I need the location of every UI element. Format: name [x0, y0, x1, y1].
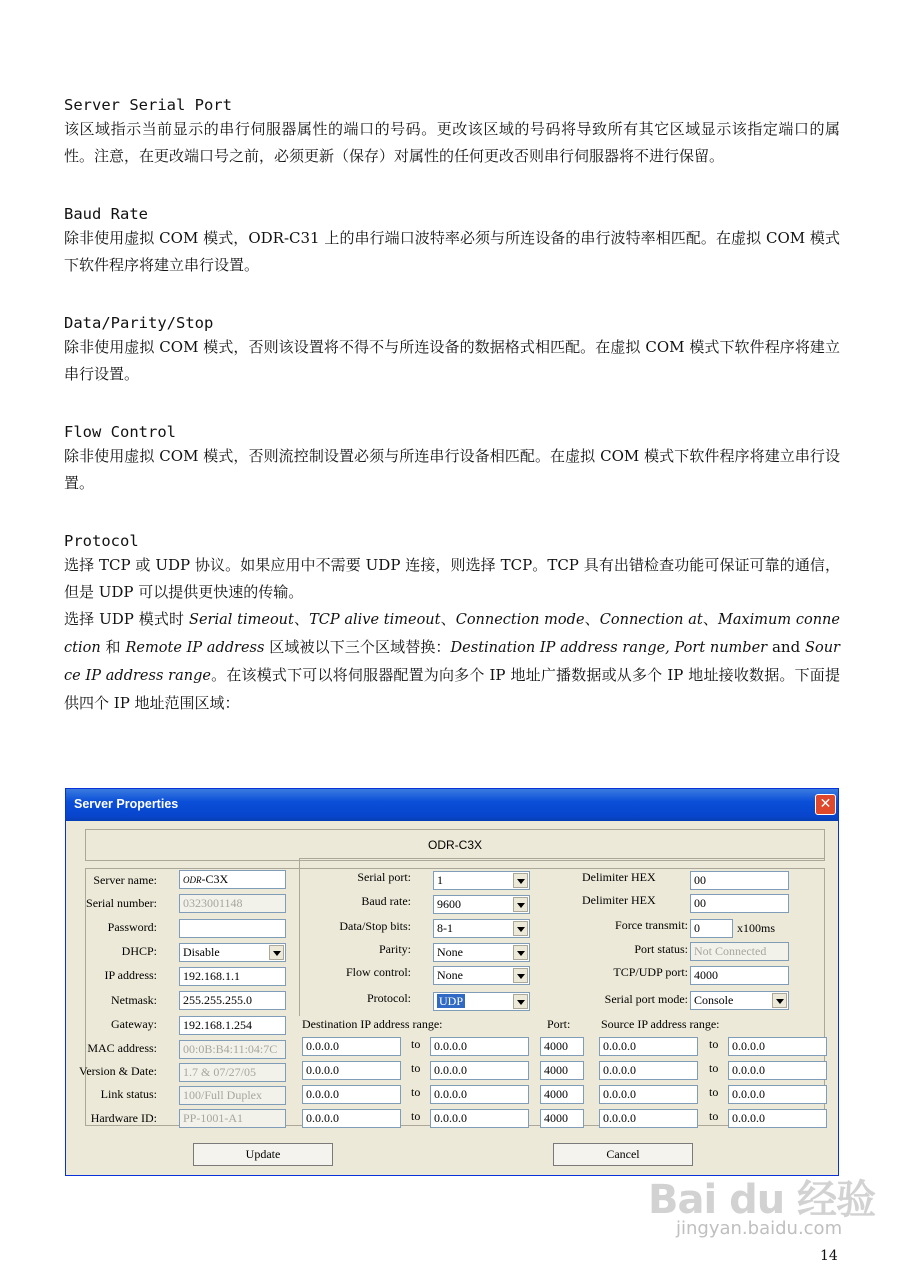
dhcp-value: Disable — [183, 945, 220, 959]
dhcp-select[interactable] — [179, 943, 286, 962]
password-input[interactable] — [179, 919, 286, 938]
document-body — [64, 90, 840, 717]
chevron-down-icon[interactable] — [269, 945, 284, 960]
netmask-label: Netmask: — [111, 993, 157, 1007]
baidu-watermark: Bai du 经验 — [648, 1177, 876, 1223]
to-label: to — [709, 1037, 719, 1051]
serial-port-label: Serial port: — [357, 870, 411, 884]
tcp-udp-port-input[interactable]: 4000 — [690, 966, 789, 985]
term-connection-mode: Connection mode — [455, 612, 585, 628]
to-label: to — [411, 1085, 421, 1099]
dialog-title: Server Properties — [74, 797, 179, 811]
heading-flow-control: Flow Control — [64, 423, 176, 441]
src-from-input[interactable]: 0.0.0.0 — [599, 1061, 698, 1080]
protocol-label: Protocol: — [367, 991, 411, 1005]
parity-value: None — [437, 945, 463, 959]
delimiter-hex-1-input[interactable]: 00 — [690, 871, 789, 890]
text-run: 、 — [584, 610, 600, 628]
delimiter-hex-2-label: Delimiter HEX — [582, 893, 656, 907]
port-input[interactable]: 4000 — [540, 1109, 584, 1128]
src-to-input[interactable]: 0.0.0.0 — [728, 1037, 827, 1056]
term-tcp-alive-timeout: TCP alive timeout — [309, 612, 441, 628]
serial-settings-group — [299, 858, 825, 1016]
server-name-suffix: -C3X — [201, 872, 229, 886]
src-from-input[interactable]: 0.0.0.0 — [599, 1109, 698, 1128]
server-properties-dialog — [65, 788, 839, 1176]
serial-number-field: 0323001148 — [179, 894, 286, 913]
dhcp-label: DHCP: — [121, 944, 157, 958]
text-run: 和 — [100, 638, 126, 656]
port-input[interactable]: 4000 — [540, 1085, 584, 1104]
gateway-label: Gateway: — [111, 1017, 157, 1031]
gateway-input[interactable]: 192.168.1.254 — [179, 1016, 286, 1035]
serial-port-mode-label: Serial port mode: — [604, 992, 688, 1006]
para-data-parity-stop: 除非使用虚拟 COM 模式，否则该设置将不得不与所连设备的数据格式相匹配。在虚拟 COM 模式下软件程序将建立串行设置。 — [64, 338, 840, 383]
hardware-id-field: PP-1001-A1 — [179, 1109, 286, 1128]
mac-address-field: 00:0B:B4:11:04:7C — [179, 1040, 286, 1059]
protocol-value: UDP — [439, 994, 464, 1008]
page-number: 14 — [820, 1248, 838, 1264]
cancel-button[interactable]: Cancel — [553, 1143, 693, 1166]
para-protocol-1: 选择 TCP 或 UDP 协议。如果应用中不需要 UDP 连接，则选择 TCP。TCP 具有出错检查功能可保证可靠的通信，但是 UDP 可以提供更快速的传输。 — [64, 556, 840, 601]
force-transmit-unit: x100ms — [737, 921, 776, 935]
src-from-input[interactable]: 0.0.0.0 — [599, 1037, 698, 1056]
force-transmit-input[interactable]: 0 — [690, 919, 733, 938]
delimiter-hex-2-input[interactable]: 00 — [690, 894, 789, 913]
to-label: to — [709, 1109, 719, 1123]
text-run: and — [767, 638, 806, 656]
para-protocol-2 — [64, 606, 840, 717]
src-to-input[interactable]: 0.0.0.0 — [728, 1061, 827, 1080]
server-name-header-box — [85, 829, 825, 861]
para-baud-rate: 除非使用虚拟 COM 模式，ODR-C31 上的串行端口波特率必须与所连设备的串行波特率相匹配。在虚拟 COM 模式下软件程序将建立串行设置。 — [64, 229, 840, 274]
mac-address-label: MAC address: — [87, 1041, 157, 1055]
dest-from-input[interactable]: 0.0.0.0 — [302, 1085, 401, 1104]
dialog-title-bar[interactable] — [66, 789, 838, 821]
password-label: Password: — [107, 920, 157, 934]
link-status-field: 100/Full Duplex — [179, 1086, 286, 1105]
ip-address-input[interactable]: 192.168.1.1 — [179, 967, 286, 986]
dest-to-input[interactable]: 0.0.0.0 — [430, 1109, 529, 1128]
to-label: to — [411, 1061, 421, 1075]
hardware-id-label: Hardware ID: — [90, 1111, 157, 1125]
serial-port-value: 1 — [437, 873, 443, 887]
term-destination-ip-range-port-number: Destination IP address range, Port number — [450, 640, 768, 656]
serial-port-mode-value: Console — [694, 993, 734, 1007]
para-server-serial-port: 该区域指示当前显示的串行伺服器属性的端口的号码。更改该区域的号码将导致所有其它区域显示该指定端口的属性。注意，在更改端口号之前，必须更新（保存）对属性的任何更改否则串行伺服器将不进行保留。 — [64, 120, 840, 165]
update-button[interactable]: Update — [193, 1143, 333, 1166]
text-run: 。在该模式下可以将伺服器配置为向多个 IP 地址广播数据或从多个 IP 地址接收数据。下面提供四个 IP 地址范围区域： — [64, 666, 840, 712]
parity-label: Parity: — [379, 942, 411, 956]
src-from-input[interactable]: 0.0.0.0 — [599, 1085, 698, 1104]
data-stop-bits-label: Data/Stop bits: — [339, 919, 411, 933]
to-label: to — [411, 1037, 421, 1051]
dest-to-input[interactable]: 0.0.0.0 — [430, 1061, 529, 1080]
port-input[interactable]: 4000 — [540, 1037, 584, 1056]
para-flow-control: 除非使用虚拟 COM 模式，否则流控制设置必须与所连串行设备相匹配。在虚拟 COM 模式下软件程序将建立串行设置。 — [64, 447, 840, 492]
dest-from-input[interactable]: 0.0.0.0 — [302, 1037, 401, 1056]
dest-to-input[interactable]: 0.0.0.0 — [430, 1085, 529, 1104]
version-date-label: Version & Date: — [79, 1064, 157, 1078]
dest-from-input[interactable]: 0.0.0.0 — [302, 1109, 401, 1128]
server-name-label: Server name: — [93, 873, 157, 887]
tcp-udp-port-label: TCP/UDP port: — [613, 965, 688, 979]
term-maximum-connection: Maximum connection — [64, 612, 840, 656]
close-button[interactable] — [815, 794, 836, 815]
netmask-input[interactable]: 255.255.255.0 — [179, 991, 286, 1010]
text-run: 区域被以下三个区域替换： — [264, 638, 451, 656]
text-run: 选择 UDP 模式时 — [64, 610, 190, 628]
flow-control-value: None — [437, 968, 463, 982]
port-input[interactable]: 4000 — [540, 1061, 584, 1080]
src-to-input[interactable]: 0.0.0.0 — [728, 1085, 827, 1104]
heading-data-parity-stop: Data/Parity/Stop — [64, 314, 214, 332]
link-status-label: Link status: — [100, 1087, 157, 1101]
serial-number-label: Serial number: — [86, 896, 157, 910]
dest-to-input[interactable]: 0.0.0.0 — [430, 1037, 529, 1056]
flow-control-label: Flow control: — [346, 965, 411, 979]
server-name-header: ODR-C3X — [427, 838, 482, 852]
baidu-watermark-url: jingyan.baidu.com — [676, 1218, 843, 1239]
source-range-label: Source IP address range: — [601, 1017, 720, 1031]
heading-server-serial-port: Server Serial Port — [64, 96, 232, 114]
text-run: 、 — [702, 610, 718, 628]
heading-protocol: Protocol — [64, 532, 139, 550]
term-remote-ip-address: Remote IP address — [125, 640, 265, 656]
text-run: 、 — [293, 610, 310, 628]
server-name-input[interactable] — [179, 870, 286, 889]
ip-address-label: IP address: — [104, 968, 157, 982]
data-stop-bits-value: 8-1 — [437, 921, 453, 935]
term-source-ip-range: Source IP address range — [64, 640, 840, 684]
baud-rate-value: 9600 — [437, 897, 461, 911]
to-label: to — [411, 1109, 421, 1123]
term-serial-timeout: Serial timeout — [189, 612, 294, 628]
port-status-label: Port status: — [634, 942, 688, 956]
heading-baud-rate: Baud Rate — [64, 205, 148, 223]
force-transmit-label: Force transmit: — [615, 918, 688, 932]
port-label: Port: — [547, 1017, 571, 1031]
version-date-field: 1.7 & 07/27/05 — [179, 1063, 286, 1082]
destination-range-label: Destination IP address range: — [302, 1017, 443, 1031]
to-label: to — [709, 1085, 719, 1099]
to-label: to — [709, 1061, 719, 1075]
delimiter-hex-1-label: Delimiter HEX — [582, 870, 656, 884]
text-run: 、 — [440, 610, 456, 628]
dest-from-input[interactable]: 0.0.0.0 — [302, 1061, 401, 1080]
server-name-prefix: ODR — [183, 875, 202, 885]
port-status-field: Not Connected — [690, 942, 789, 961]
baud-rate-label: Baud rate: — [361, 894, 411, 908]
term-connection-at: Connection at — [599, 612, 703, 628]
close-icon: ✕ — [819, 796, 832, 812]
src-to-input[interactable]: 0.0.0.0 — [728, 1109, 827, 1128]
